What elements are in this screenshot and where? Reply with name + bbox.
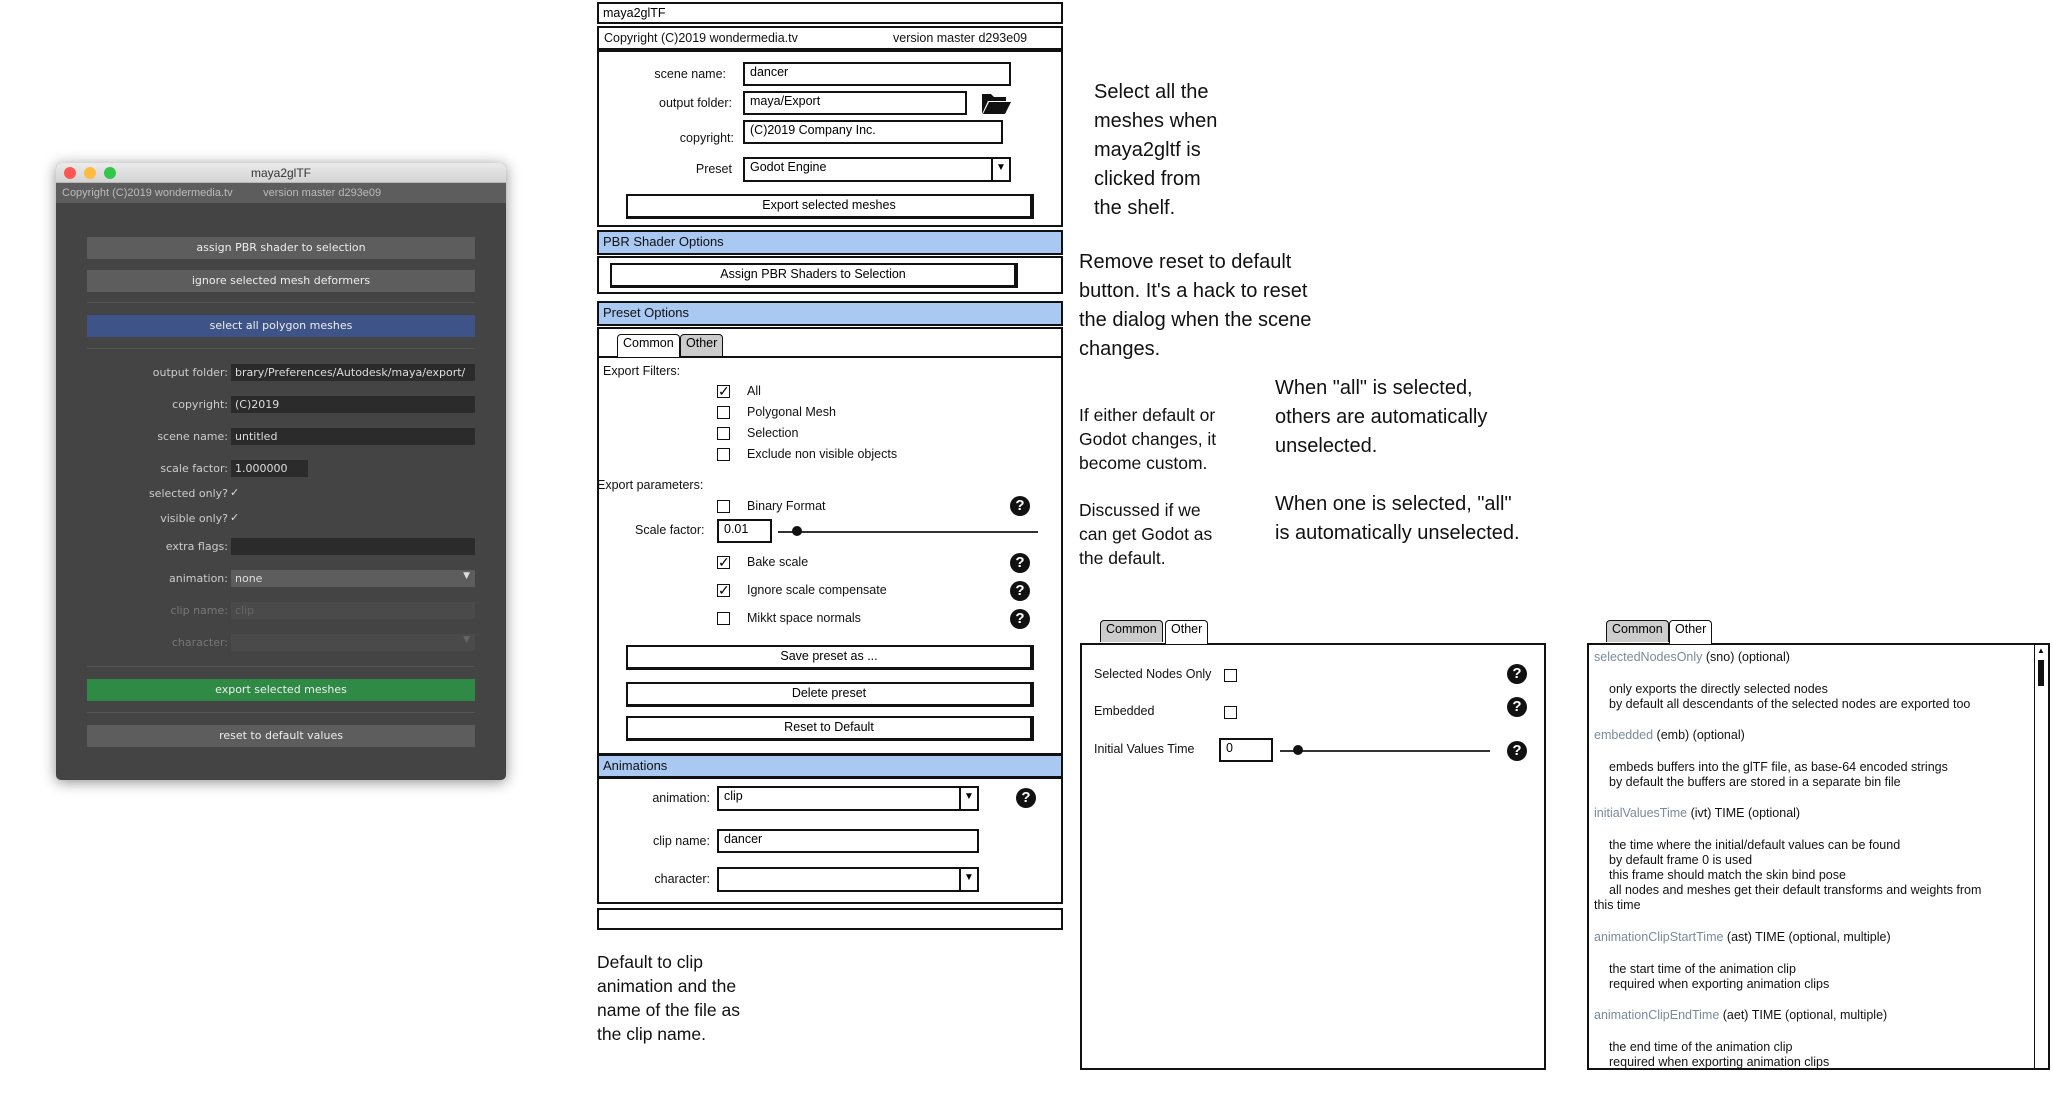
filter-selection-checkbox[interactable] — [717, 427, 730, 440]
help-icon[interactable]: ? — [1010, 581, 1030, 601]
divider — [87, 302, 475, 303]
ignore-scale-checkbox[interactable]: ✓ — [718, 582, 730, 598]
mock-preset-value: Godot Engine — [750, 160, 827, 174]
mock-clip-name-label: clip name: — [653, 834, 710, 848]
mockup-title-bar: maya2glTF — [597, 2, 1063, 24]
filter-all-checkbox[interactable]: ✓ — [718, 383, 730, 399]
divider — [87, 348, 475, 349]
filter-poly-checkbox[interactable] — [717, 406, 730, 419]
output-folder-label: output folder: — [152, 366, 228, 379]
mockup-version: version master d293e09 — [893, 31, 1028, 45]
mock-scale-factor-label: Scale factor: — [635, 523, 705, 537]
copyright-input[interactable]: (C)2019 — [231, 396, 475, 413]
chevron-down-icon: ▼ — [463, 635, 470, 645]
mock-export-selected-button[interactable]: Export selected meshes — [626, 194, 1034, 219]
preset-section-header[interactable]: Preset Options — [597, 301, 1063, 326]
tab-common[interactable]: Common — [1100, 620, 1163, 642]
maya-copyright-bar: Copyright (C)2019 wondermedia.tv version master d293e09 — [56, 183, 506, 203]
filter-poly-label: Polygonal Mesh — [747, 405, 836, 419]
folder-open-icon[interactable] — [980, 90, 1012, 116]
filter-all-label: All — [747, 384, 761, 398]
output-folder-input[interactable]: brary/Preferences/Autodesk/maya/export/ — [231, 364, 475, 381]
reset-default-button[interactable]: Reset to Default — [626, 716, 1034, 741]
help-icon[interactable]: ? — [1010, 609, 1030, 629]
assign-pbr-button[interactable]: assign PBR shader to selection — [87, 237, 475, 259]
chevron-up-icon[interactable]: ▲ — [2037, 646, 2045, 655]
tab-common[interactable]: Common — [617, 334, 680, 357]
scale-factor-input[interactable]: 1.000000 — [231, 460, 308, 477]
note-all-selected: When "all" is selected, others are automatically unselected. — [1275, 377, 1488, 457]
help-entry-line: only exports the directly selected nodes — [1609, 682, 1828, 696]
select-all-polygons-button[interactable]: select all polygon meshes — [87, 315, 475, 337]
selected-nodes-checkbox[interactable] — [1224, 669, 1237, 682]
binary-format-label: Binary Format — [747, 499, 826, 513]
help-entry-line: all nodes and meshes get their default transforms and weights from — [1609, 883, 1982, 897]
mock-output-folder-input[interactable]: maya/Export — [743, 91, 967, 115]
mock-clip-name-input[interactable]: dancer — [717, 829, 979, 853]
filter-nonvisible-label: Exclude non visible objects — [747, 447, 898, 461]
help-entry-line: by default all descendants of the selected nodes are exported too — [1609, 697, 1971, 711]
save-preset-button[interactable]: Save preset as ... — [626, 645, 1034, 670]
maya-window-title: maya2glTF — [250, 166, 312, 180]
selected-only-label: selected only? — [148, 487, 228, 500]
chevron-down-icon: ▼ — [959, 869, 977, 890]
ignore-deformers-button[interactable]: ignore selected mesh deformers — [87, 270, 475, 292]
mock-animation-value: clip — [724, 789, 743, 803]
initial-values-label: Initial Values Time — [1094, 742, 1195, 756]
extra-flags-label: extra flags: — [165, 540, 228, 553]
scale-factor-label: scale factor: — [160, 462, 228, 475]
help-entry-line: by default frame 0 is used — [1609, 853, 1753, 867]
scrollbar[interactable] — [2034, 645, 2048, 1068]
initial-values-input[interactable]: 0 — [1219, 738, 1273, 762]
filter-nonvisible-checkbox[interactable] — [717, 448, 730, 461]
mock-scale-input[interactable]: 0.01 — [717, 519, 772, 543]
selected-only-checkbox[interactable]: ✓ — [230, 487, 240, 499]
note-one-selected: When one is selected, "all" is automatically unselected. — [1275, 493, 1520, 544]
mockup-copyright: Copyright (C)2019 wondermedia.tv — [604, 31, 798, 45]
scale-slider-knob[interactable] — [792, 526, 802, 536]
mock-scene-name-input[interactable]: dancer — [743, 62, 1011, 86]
tab-other[interactable]: Other — [1165, 620, 1208, 644]
visible-only-checkbox[interactable]: ✓ — [230, 512, 240, 524]
mock-copyright-input[interactable]: (C)2019 Company Inc. — [743, 120, 1003, 144]
bake-scale-checkbox[interactable]: ✓ — [718, 554, 730, 570]
help-entry-title: initialValuesTime (ivt) TIME (optional) — [1594, 806, 1801, 820]
clip-name-label: clip name: — [170, 604, 228, 617]
mock-character-label: character: — [654, 872, 710, 886]
help-entry-line: the time where the initial/default values can be found — [1609, 838, 1901, 852]
filter-selection-label: Selection — [747, 426, 799, 440]
export-params-label: Export parameters: — [597, 478, 704, 492]
tab-common[interactable]: Common — [1606, 620, 1669, 642]
character-select[interactable] — [231, 634, 475, 651]
mock-output-folder-label: output folder: — [659, 96, 732, 110]
mock-preset-select[interactable] — [743, 157, 1011, 182]
embedded-checkbox[interactable] — [1224, 706, 1237, 719]
ignore-scale-label: Ignore scale compensate — [747, 583, 887, 597]
export-filters-label: Export Filters: — [603, 364, 681, 378]
mock-animation-select[interactable] — [717, 786, 979, 811]
chevron-down-icon: ▼ — [463, 571, 470, 581]
tab-other[interactable]: Other — [680, 334, 723, 357]
mockup-footer-bar — [597, 908, 1063, 930]
animation-value: none — [235, 572, 263, 585]
note-custom: If either default or Godot changes, it become custom. — [1079, 405, 1217, 473]
delete-preset-button[interactable]: Delete preset — [626, 682, 1034, 707]
reset-defaults-button[interactable]: reset to default values — [87, 725, 475, 747]
mock-scene-name-label: scene name: — [654, 67, 726, 81]
animation-label: animation: — [168, 572, 228, 585]
help-icon[interactable]: ? — [1507, 697, 1527, 717]
binary-format-checkbox[interactable] — [717, 500, 730, 513]
scene-name-label: scene name: — [157, 430, 228, 443]
help-entry-line: this frame should match the skin bind pose — [1609, 868, 1846, 882]
help-icon[interactable]: ? — [1010, 553, 1030, 573]
animations-section-header[interactable]: Animations — [597, 754, 1063, 778]
help-entry-title: animationClipEndTime (aet) TIME (optional, multiple) — [1594, 1008, 1888, 1022]
help-entry-line: the start time of the animation clip — [1609, 962, 1796, 976]
mock-preset-label: Preset — [695, 162, 732, 176]
help-entry-title: embedded (emb) (optional) — [1594, 728, 1745, 742]
mikkt-normals-label: Mikkt space normals — [747, 611, 861, 625]
mikkt-normals-checkbox[interactable] — [717, 612, 730, 625]
mock-character-select[interactable] — [717, 867, 979, 892]
tab-other[interactable]: Other — [1669, 620, 1712, 644]
help-icon[interactable]: ? — [1016, 788, 1036, 808]
bake-scale-label: Bake scale — [747, 555, 809, 569]
help-entry-line: the end time of the animation clip — [1609, 1040, 1793, 1054]
help-icon[interactable]: ? — [1507, 664, 1527, 684]
maya-titlebar — [56, 163, 506, 183]
scale-slider-track[interactable] — [778, 531, 1038, 533]
note-discussed: Discussed if we can get Godot as the default. — [1079, 500, 1213, 568]
mock-copyright-label: copyright: — [679, 131, 734, 145]
help-entry-line: by default the buffers are stored in a separate bin file — [1609, 775, 1901, 789]
help-icon[interactable]: ? — [1010, 496, 1030, 516]
initial-values-slider-track[interactable] — [1280, 750, 1490, 752]
clip-name-input[interactable]: clip — [231, 602, 475, 619]
export-selected-meshes-button[interactable]: export selected meshes — [87, 679, 475, 701]
initial-values-slider-knob[interactable] — [1293, 745, 1303, 755]
chevron-down-icon: ▼ — [991, 159, 1009, 180]
assign-pbr-shaders-button[interactable]: Assign PBR Shaders to Selection — [610, 263, 1018, 288]
divider — [87, 666, 475, 667]
note-default-clip: Default to clip animation and the name of the file as the clip name. — [597, 952, 740, 1044]
scrollbar-thumb[interactable] — [2038, 660, 2044, 686]
character-label: character: — [171, 636, 228, 649]
mock-animation-label: animation: — [652, 791, 710, 805]
copyright-label: copyright: — [172, 398, 228, 411]
help-entry-line: required when exporting animation clips — [1609, 977, 1830, 991]
note-remove-reset: Remove reset to default button. It's a hack to reset the dialog when the scene changes. — [1079, 251, 1312, 360]
visible-only-label: visible only? — [160, 512, 228, 525]
help-icon[interactable]: ? — [1507, 741, 1527, 761]
scene-name-input[interactable]: untitled — [231, 428, 475, 445]
help-entry-title: selectedNodesOnly (sno) (optional) — [1594, 650, 1790, 664]
extra-flags-input[interactable] — [231, 538, 475, 555]
help-entry-title: animationClipStartTime (ast) TIME (optional, multiple) — [1594, 930, 1891, 944]
help-entry-line: embeds buffers into the glTF file, as base-64 encoded strings — [1609, 760, 1948, 774]
help-entry-line: required when exporting animation clips — [1609, 1055, 1830, 1068]
divider — [87, 712, 475, 713]
mockup-copyright-bar — [597, 26, 1063, 50]
note-select-all: Select all the meshes when maya2gltf is clicked from the shelf. — [1094, 81, 1218, 219]
chevron-down-icon: ▼ — [959, 788, 977, 809]
animation-select[interactable] — [231, 570, 475, 587]
embedded-label: Embedded — [1094, 704, 1155, 718]
pbr-section-header[interactable]: PBR Shader Options — [597, 230, 1063, 255]
maya-window — [56, 163, 506, 780]
selected-nodes-label: Selected Nodes Only — [1094, 667, 1212, 681]
help-entry-line: this time — [1594, 898, 1641, 912]
